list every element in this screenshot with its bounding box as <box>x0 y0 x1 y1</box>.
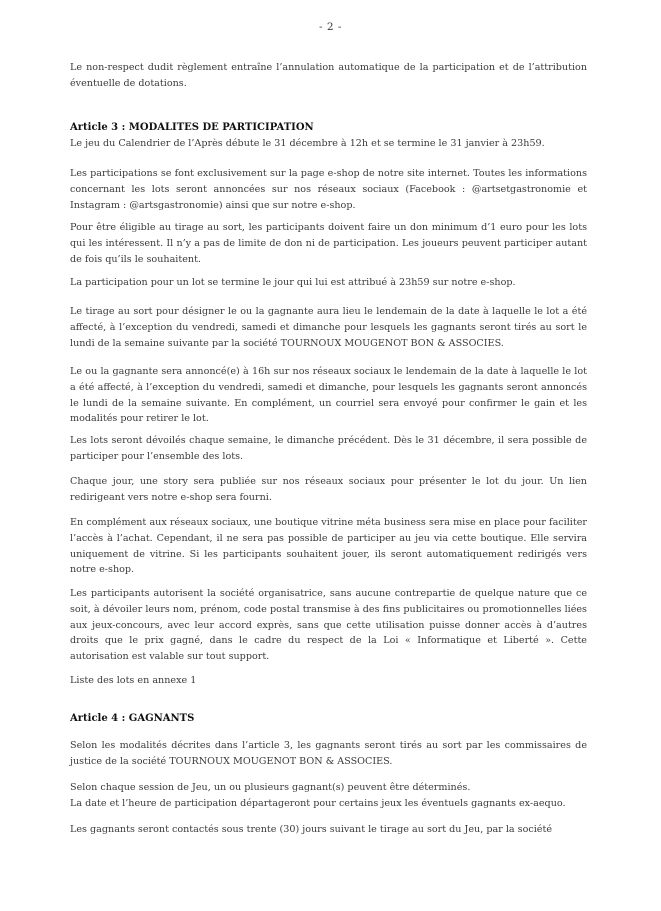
article-3-paragraph-4: La participation pour un lot se termine le jour qui lui est attribué à 23h59 sur notre e-shop. <box>70 277 516 288</box>
article-3-paragraph-9: En complément aux réseaux sociaux, une boutique vitrine méta business sera mise en place pour faciliter l’accès à l’achat. Cependant, il ne sera pas possible de participer au jeu via cette boutique. Elle servira uniquement de vitrine. Si les participants souhaitent jouer, ils seront automatiquement redirigés vers notre e-shop. <box>70 517 587 576</box>
article-4-paragraph-2b: La date et l’heure de participation départageront pour certains jeux les éventuels gagnants ex-aequo. <box>70 798 566 809</box>
article-3-paragraph-11: Liste des lots en annexe 1 <box>70 675 197 686</box>
article-3-paragraph-7: Les lots seront dévoilés chaque semaine, le dimanche précédent. Dès le 31 décembre, il sera possible de participer pour l’ensemble des lots. <box>70 435 587 462</box>
article-3-paragraph-10: Les participants autorisent la société organisatrice, sans aucune contrepartie de quelque nature que ce soit, à dévoiler leurs nom, prénom, code postal transmise à des fins publicitaires ou promotionnelles liées aux jeux-concours, avec leur accord exprès, sans que cette utilisation puisse donner accès à d’autres droits que le prix gagné, dans le cadre du respect de la Loi « Informatique et Liberté ». Cette autorisation est valable sur tout support. <box>70 588 587 663</box>
article-3-heading: Article 3 : MODALITES DE PARTICIPATION <box>70 122 314 133</box>
article-4-paragraph-2a: Selon chaque session de Jeu, un ou plusieurs gagnant(s) peuvent être déterminés. <box>70 782 471 793</box>
article-3-paragraph-2: Les participations se font exclusivement sur la page e-shop de notre site internet. Toutes les informations concernant les lots seront annoncées sur nos réseaux sociaux (Facebook : @artsetgastronomie et Instagram : @artsgastronomie) ainsi que sur notre e-shop. <box>70 168 587 211</box>
article-4-paragraph-1: Selon les modalités décrites dans l’article 3, les gagnants seront tirés au sort par les commissaires de justice de la société TOURNOUX MOUGENOT BON & ASSOCIES. <box>70 740 587 767</box>
intro-paragraph: Le non-respect dudit règlement entraîne l’annulation automatique de la participation et de l’attribution éventuelle de dotations. <box>70 62 587 89</box>
article-3-paragraph-5: Le tirage au sort pour désigner le ou la gagnante aura lieu le lendemain de la date à laquelle le lot a été affecté, à l’exception du vendredi, samedi et dimanche pour lesquels les gagnants seront tirés au sort le lundi de la semaine suivante par la société TOURNOUX MOUGENOT BON & ASSOCIES. <box>70 306 587 349</box>
article-3-paragraph-3: Pour être éligible au tirage au sort, les participants doivent faire un don minimum d’1 euro pour les lots qui les intéressent. Il n’y a pas de limite de don ni de participation. Les joueurs peuvent participer autant de fois qu’ils le souhaitent. <box>70 222 587 265</box>
article-3-paragraph-6: Le ou la gagnante sera annoncé(e) à 16h sur nos réseaux sociaux le lendemain de la date à laquelle le lot a été affecté, à l’exception du vendredi, samedi et dimanche, pour lesquels les gagnants seront annoncés le lundi de la semaine suivante. En complément, un courriel sera envoyé pour confirmer le gain et les modalités pour retirer le lot. <box>70 366 587 425</box>
page-number: - 2 - <box>319 21 342 33</box>
article-3-paragraph-1: Le jeu du Calendrier de l’Après débute le 31 décembre à 12h et se termine le 31 janvier à 23h59. <box>70 138 545 149</box>
article-4-paragraph-3: Les gagnants seront contactés sous trente (30) jours suivant le tirage au sort du Jeu, par la société <box>70 824 553 835</box>
article-4-heading: Article 4 : GAGNANTS <box>70 713 195 724</box>
article-3-paragraph-8: Chaque jour, une story sera publiée sur nos réseaux sociaux pour présenter le lot du jour. Un lien redirigeant vers notre e-shop sera fourni. <box>70 476 587 503</box>
